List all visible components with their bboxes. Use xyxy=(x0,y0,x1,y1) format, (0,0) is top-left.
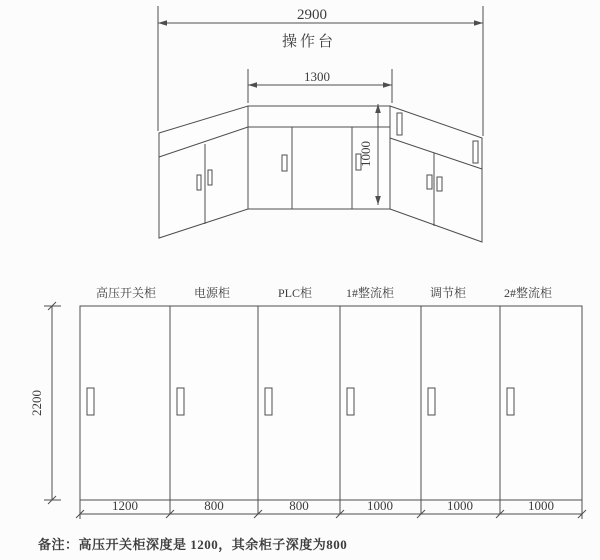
dim-2200 xyxy=(29,302,61,504)
cabinet-width-value: 1000 xyxy=(528,498,554,513)
cabinet-width-value: 1000 xyxy=(367,498,393,513)
dim-width-chain xyxy=(76,498,586,519)
right-wing-handle-icon xyxy=(437,177,442,191)
dim-1300-value: 1300 xyxy=(304,69,330,84)
cabinet-elevation xyxy=(29,285,586,519)
dim-1300-arrow-left xyxy=(248,82,257,88)
console-right-wing xyxy=(390,106,482,242)
right-wing-slot-icon xyxy=(397,113,402,135)
cabinet-handle-icon xyxy=(87,388,94,415)
cabinet-width-value: 1000 xyxy=(447,498,473,513)
left-wing-face xyxy=(159,106,248,238)
right-wing-slot-icon xyxy=(473,141,478,163)
console-left-wing xyxy=(159,106,248,238)
dim-1300-arrow-right xyxy=(383,82,392,88)
console-title: 操作台 xyxy=(281,34,337,50)
left-wing-handle-icon xyxy=(208,170,212,185)
cabinet-handle-icon xyxy=(507,388,514,415)
cabinet-label: 2#整流柜 xyxy=(503,286,553,300)
cabinet-label: 1#整流柜 xyxy=(345,286,395,300)
console-drawing xyxy=(158,6,483,242)
dim-2900-arrow-right xyxy=(474,20,483,26)
left-wing-handle-icon xyxy=(197,175,201,190)
cabinet-width-value: 1200 xyxy=(112,498,138,513)
dim-1300 xyxy=(248,69,392,103)
cabinet-width-value: 800 xyxy=(289,498,309,513)
cabinet-handle-icon xyxy=(265,388,272,415)
cabinet-width-value: 800 xyxy=(204,498,224,513)
cabinet-label: 调节柜 xyxy=(429,286,467,300)
right-wing-handle-icon xyxy=(427,175,432,189)
dim-1000-value: 1000 xyxy=(358,141,373,167)
dim-2900-value: 2900 xyxy=(297,7,327,23)
dim-2900-arrow-left xyxy=(158,20,167,26)
cabinet-label: 高压开关柜 xyxy=(95,286,157,300)
dim-2200-value: 2200 xyxy=(29,390,44,416)
right-wing-face xyxy=(390,106,482,242)
note-text: 备注：高压开关柜深度是 1200，其余柜子深度为800 xyxy=(38,537,348,552)
cabinet-handle-icon xyxy=(428,388,435,415)
cabinet-label: PLC柜 xyxy=(277,286,313,300)
cabinet-handle-icon xyxy=(177,388,184,415)
center-handle-icon xyxy=(282,155,287,171)
cabinet-label: 电源柜 xyxy=(193,286,231,300)
cabinet-handle-icon xyxy=(347,388,354,415)
